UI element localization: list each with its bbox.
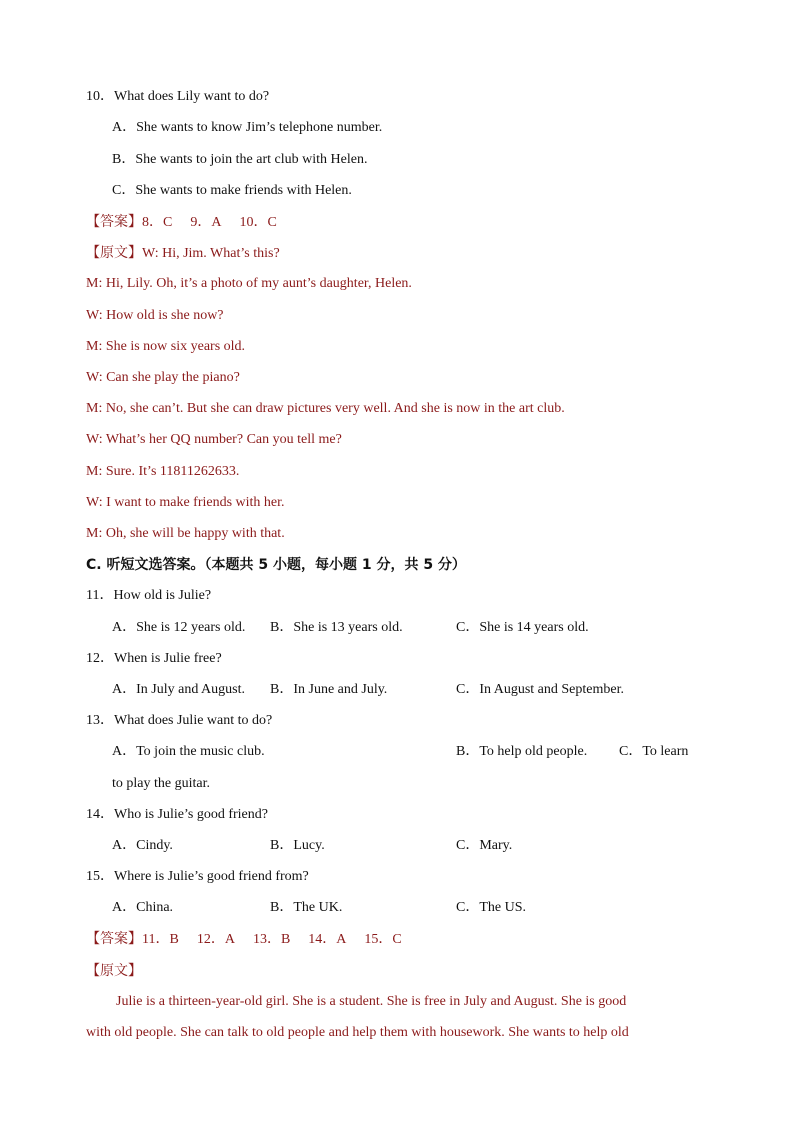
- q13-option-b: B．To help old people.: [456, 744, 588, 759]
- q14-option-c: C．Mary.: [456, 838, 513, 853]
- q13-option-a: A．To join the music club.: [112, 744, 265, 759]
- question-14: 14．Who is Julie’s good friend?: [86, 807, 268, 822]
- transcript-1-first: [86, 243, 280, 264]
- question-13: 13．What does Julie want to do?: [86, 713, 273, 728]
- question-12: 12．When is Julie free?: [86, 651, 222, 666]
- q12-option-b: B．In June and July.: [270, 682, 388, 697]
- transcript-2-line: with old people. She can talk to old people and help them with housework. She wants to help old: [86, 1025, 629, 1040]
- question-11: 11．How old is Julie?: [86, 588, 212, 603]
- q11-option-b: B．She is 13 years old.: [270, 620, 403, 635]
- transcript-line: W: How old is she now?: [86, 308, 224, 323]
- q15-option-a: A．China.: [112, 900, 174, 915]
- answer-item: 13．B: [252, 932, 291, 947]
- transcript-line: M: No, she can’t. But she can draw pictures very well. And she is now in the art club.: [86, 401, 565, 416]
- section-c-heading: C. 听短文选答案。（本题共 5 小题，每小题 1 分，共 5 分）: [86, 557, 466, 573]
- answer-block-2: [86, 929, 420, 950]
- answer-item: 9．A: [190, 215, 222, 230]
- transcript-line: M: Sure. It’s 11811262633.: [86, 464, 240, 479]
- transcript-line: W: Hi, Jim. What’s this?: [142, 246, 280, 261]
- q10-option-b: B．She wants to join the art club with Helen.: [112, 152, 368, 167]
- transcript-line: W: Can she play the piano?: [86, 370, 240, 385]
- q11-option-a: A．She is 12 years old.: [112, 620, 246, 635]
- q14-option-a: A．Cindy.: [112, 838, 173, 853]
- transcript-2-line: Julie is a thirteen-year-old girl. She is a student. She is free in July and August. She is good: [116, 994, 627, 1009]
- q13-option-c: C．To learn: [619, 744, 689, 759]
- answer-block-1: [86, 212, 295, 233]
- q14-option-b: B．Lucy.: [270, 838, 325, 853]
- answer-item: 11．B: [142, 932, 179, 947]
- answer-item: 10．C: [239, 215, 277, 230]
- q15-option-c: C．The US.: [456, 900, 526, 915]
- q10-option-c: C．She wants to make friends with Helen.: [112, 183, 352, 198]
- transcript-2-tag-line: [86, 961, 142, 982]
- question-10: 10．What does Lily want to do?: [86, 89, 270, 104]
- q12-option-c: C．In August and September.: [456, 682, 624, 697]
- question-15: 15．Where is Julie’s good friend from?: [86, 869, 309, 884]
- q12-option-a: A．In July and August.: [112, 682, 245, 697]
- q11-option-c: C．She is 14 years old.: [456, 620, 589, 635]
- transcript-line: M: Oh, she will be happy with that.: [86, 526, 285, 541]
- transcript-tag: 【原文】: [86, 963, 142, 979]
- transcript-line: M: Hi, Lily. Oh, it’s a photo of my aunt’s daughter, Helen.: [86, 276, 412, 291]
- answer-tag: 【答案】: [86, 931, 142, 947]
- transcript-line: W: What’s her QQ number? Can you tell me?: [86, 432, 342, 447]
- transcript-line: W: I want to make friends with her.: [86, 495, 285, 510]
- transcript-tag: 【原文】: [86, 245, 142, 261]
- q15-option-b: B．The UK.: [270, 900, 343, 915]
- q10-option-a: A．She wants to know Jim’s telephone number.: [112, 120, 383, 135]
- answer-item: 8．C: [142, 215, 173, 230]
- answer-item: 12．A: [196, 932, 235, 947]
- answer-item: 14．A: [308, 932, 347, 947]
- answer-item: 15．C: [364, 932, 402, 947]
- transcript-line: M: She is now six years old.: [86, 339, 246, 354]
- q13-option-c-continued: to play the guitar.: [112, 776, 210, 791]
- answer-tag: 【答案】: [86, 214, 142, 230]
